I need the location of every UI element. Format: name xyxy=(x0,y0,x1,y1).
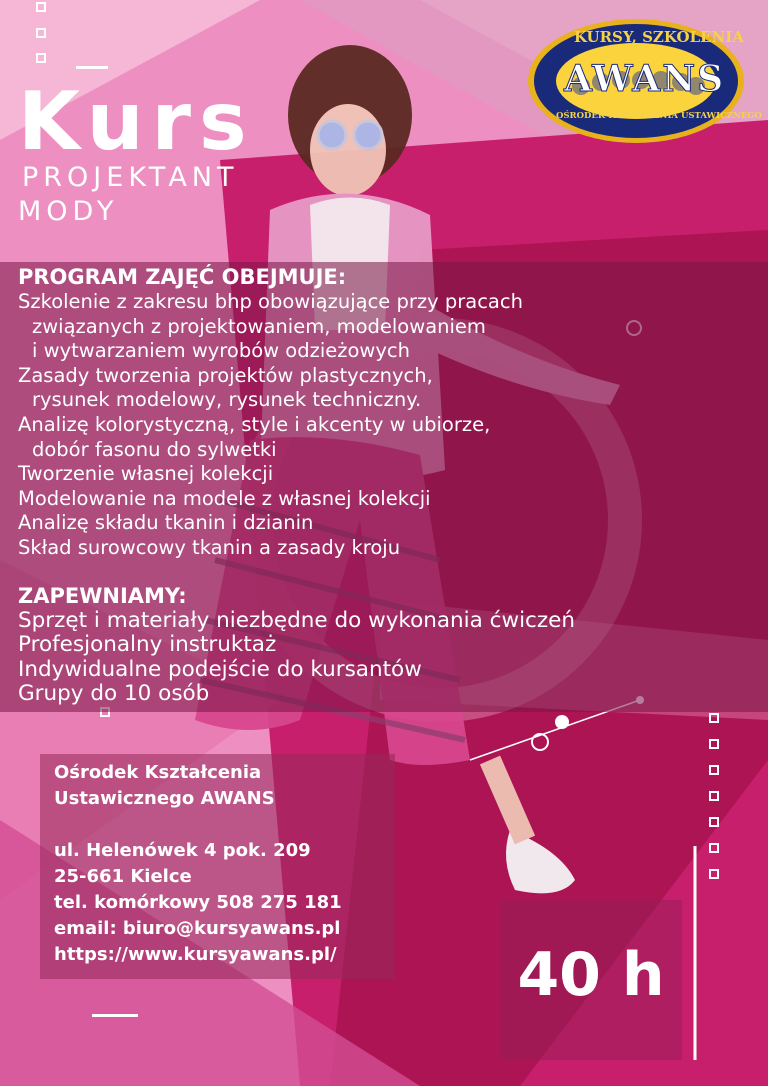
decor-square xyxy=(709,739,719,749)
logo-brand: AWANS xyxy=(564,58,726,100)
contact-website[interactable]: https://www.kursyawans.pl/ xyxy=(54,944,337,965)
course-subtitle-line2: MODY xyxy=(18,196,119,227)
course-subtitle-line1: PROJEKTANT xyxy=(22,162,239,193)
provide-item: Sprzęt i materiały niezbędne do wykonania ćwiczeń xyxy=(18,607,576,633)
contact-details xyxy=(54,760,342,968)
provide-item: Profesjonalny instruktaż xyxy=(18,632,277,658)
program-item: i wytwarzaniem wyrobów odzieżowych xyxy=(32,339,410,363)
program-item: Modelowanie na modele z własnej kolekcji xyxy=(18,486,431,510)
program-content xyxy=(18,264,758,707)
program-list xyxy=(18,290,758,561)
decor-square xyxy=(36,2,46,12)
decor-square xyxy=(36,53,46,63)
headline-dash xyxy=(76,66,108,69)
provide-list xyxy=(18,609,758,707)
awans-logo xyxy=(526,16,762,146)
contact-email[interactable]: email: biuro@kursyawans.pl xyxy=(54,918,341,939)
decor-square xyxy=(709,791,719,801)
course-title: Kurs xyxy=(18,75,255,168)
decor-square xyxy=(709,817,719,827)
contact-address: ul. Helenówek 4 pok. 209 xyxy=(54,840,311,861)
program-item: rysunek modelowy, rysunek techniczny. xyxy=(32,388,422,412)
logo-top-text: KURSY, SZKOLENIA xyxy=(574,28,744,46)
contact-phone[interactable]: tel. komórkowy 508 275 181 xyxy=(54,892,342,913)
program-item: Szkolenie z zakresu bhp obowiązujące przy pracach xyxy=(18,290,523,313)
program-item: związanych z projektowaniem, modelowaniem xyxy=(32,314,486,338)
course-duration: 40 h xyxy=(517,940,665,1010)
provide-heading: ZAPEWNIAMY: xyxy=(18,583,187,608)
provide-item: Indywidualne podejście do kursantów xyxy=(18,656,422,682)
program-heading: PROGRAM ZAJĘĆ OBEJMUJE: xyxy=(18,265,347,289)
program-item: Zasady tworzenia projektów plastycznych, xyxy=(18,363,433,387)
program-item: Analizę kolorystyczną, style i akcenty w ubiorze, xyxy=(18,412,491,436)
contact-org-line2: Ustawicznego AWANS xyxy=(54,788,275,809)
decor-square xyxy=(709,869,719,879)
decor-square xyxy=(709,843,719,853)
program-item: dobór fasonu do sylwetki xyxy=(32,437,277,461)
contact-dash xyxy=(92,1014,138,1017)
program-item: Analizę składu tkanin i dzianin xyxy=(18,511,314,535)
decor-square xyxy=(709,765,719,775)
decor-square xyxy=(709,713,719,723)
contact-org-line1: Ośrodek Kształcenia xyxy=(54,762,262,783)
decor-square xyxy=(36,28,46,38)
provide-item: Grupy do 10 osób xyxy=(18,681,210,707)
logo-bottom-text: OŚRODEK KSZTAŁCENIA USTAWICZNEGO xyxy=(556,111,762,121)
program-item: Tworzenie własnej kolekcji xyxy=(18,462,274,486)
contact-city: 25-661 Kielce xyxy=(54,866,192,887)
program-item: Skład surowcowy tkanin a zasady kroju xyxy=(18,535,401,559)
